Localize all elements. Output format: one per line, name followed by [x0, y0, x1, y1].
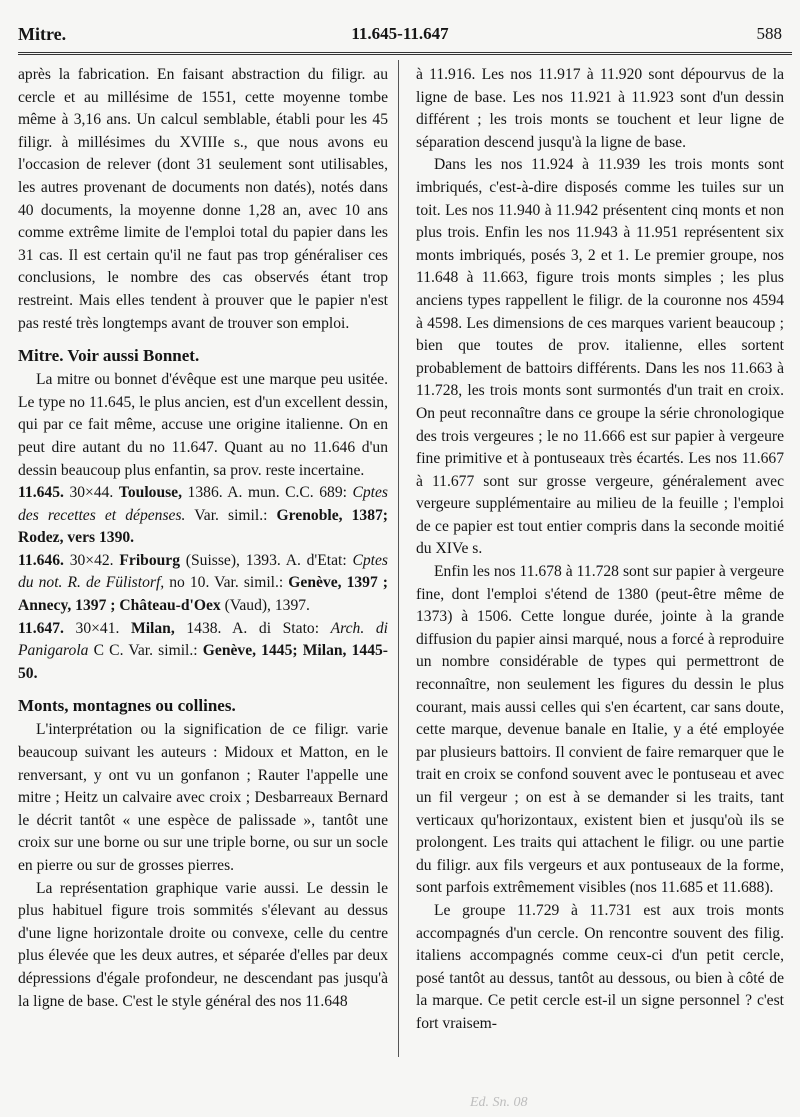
- entry-dimensions: 30×44.: [69, 484, 114, 502]
- page-number: 588: [756, 24, 782, 43]
- entry-title: Cptes du not. R. de Fülistorf,: [18, 551, 389, 592]
- entry-place: Fribourg: [119, 551, 181, 569]
- entry-source: (Suisse), 1393. A. d'Etat:: [185, 551, 347, 569]
- entry-variants: Grenoble, 1387; Rodez, vers 1390.: [18, 506, 388, 547]
- entry-number: 11.645.: [18, 484, 64, 502]
- page-header: [18, 24, 782, 48]
- running-head-left: Mitre.: [18, 24, 67, 44]
- entry-number: 11.647.: [18, 619, 64, 637]
- header-rule: [18, 52, 792, 55]
- column-divider: [398, 60, 399, 1057]
- entry-variants: Genève, 1397 ; Annecy, 1397 ; Château-d'Oex: [18, 574, 389, 615]
- paragraph: Enfin les nos 11.678 à 11.728 sont sur papier à vergeure fine, dont l'emploi s'étend de 1380 (peut-être même de 1373) à 1506. Cette longue durée, jointe à la grande diffusion du papier ainsi marqué, nous a forcé à reproduire un nombre considérable de types qui permettront de reconnaître, non seulement les figures du dessin le plus courant, mais aussi celles qui s'en écartent, car sans doute, cette marque, devenue banale en Italie, y a été employée par plusieurs battoirs. Il convient de faire remarquer que le trait en croix se confond souvent avec le pontuseau et avec un fil vergeur ; on est à se demander si les traits, tant verticaux qu'horizontaux, existent bien et jusqu'où ils se prolongent. Les traits qui attachent le filigr. ou une partie du filigr. aux fils vergeurs et aux pontuseaux de la forme, sont parfois extrêmement visibles (nos 11.685 et 11.688).: [416, 563, 784, 897]
- entry-title: Cptes des recettes et dépenses.: [18, 484, 389, 524]
- paragraph: Le groupe 11.729 à 11.731 est aux trois monts accompagnés d'un cercle. On rencontre souvent des filig. italiens accompagnés comme ceux-ci d'un petit cercle, posé tantôt au dessus, tantôt au dessous, ou bien à côté de la marque. Ce petit cercle est-il un signe personnel ? c'est fort vraisem-: [416, 901, 784, 1032]
- entry-dimensions: 30×42.: [69, 551, 114, 569]
- paragraph: à 11.916. Les nos 11.917 à 11.920 sont dépourvus de la ligne de base. Les nos 11.921 à 11.923 sont d'un dessin différent ; les trois monts se touchent et leur ligne de séparation descend jusqu'à la ligne de base.: [416, 66, 784, 151]
- handwritten-mark: Ed. Sn. 08: [470, 1095, 528, 1110]
- entry-variants-tail: (Vaud), 1397.: [224, 597, 310, 615]
- entry-number: 11.646.: [18, 551, 64, 569]
- catalog-entry-11646: [18, 550, 388, 618]
- paragraph: La représentation graphique varie aussi. Le dessin le plus habituel figure trois sommités s'élevant au dessus d'une ligne horizontale droite ou convexe, celle du centre plus élevée que les deux autres, et séparée d'elles par deux dépressions d'égale profondeur, ne descendant pas jusqu'à la ligne de base. C'est le style général des nos 11.648: [18, 879, 388, 1010]
- entry-variants-label: C C. Var. simil.:: [93, 642, 198, 660]
- left-column: [18, 64, 388, 1013]
- catalog-entry-11647: [18, 618, 388, 686]
- entry-place: Toulouse,: [118, 484, 183, 502]
- entry-place: Milan,: [131, 619, 175, 637]
- entry-dimensions: 30×41.: [75, 619, 120, 637]
- entry-source: 1438. A. di Stato:: [186, 619, 320, 637]
- running-head-center: 11.645-11.647: [351, 24, 449, 43]
- entry-variants-label: Var. simil.:: [194, 506, 268, 524]
- section-heading-mitre: Mitre. Voir aussi Bonnet.: [18, 346, 200, 366]
- section-heading-monts: Monts, montagnes ou collines.: [18, 696, 236, 716]
- paragraph: après la fabrication. En faisant abstraction du filigr. au cercle et au millésime de 1551, cette moyenne tombe même à 3,16 ans. Un calcul semblable, établi pour les 45 filigr. à millésimes du XVIIIe s., que nous avons eu l'occasion de relever (dont 31 seulement sont utilisables, les autres provenant de documents non datés), notés dans 40 documents, la moyenne donne 1,28 an, avec 10 ans comme extrême limite de l'emploi total du papier dans les 31 cas. Il est certain qu'il ne faut pas trop généraliser ces conclusions, le nombre des cas observés étant trop restreint. Mais elles tendent à prouver que le papier n'est pas resté très longtemps avant de trouver son emploi.: [18, 66, 388, 332]
- paragraph: Dans les nos 11.924 à 11.939 les trois monts sont imbriqués, c'est-à-dire disposés comme les tuiles sur un toit. Les nos 11.940 à 11.942 présentent cinq monts et non plus trois. Enfin les nos 11.943 à 11.951 représentent six monts imbriqués, posés 3, 2 et 1. Le premier groupe, nos 11.648 à 11.663, figure trois monts simples ; les plus anciens types rappellent le filigr. de la couronne nos 4594 à 4598. Les dimensions de ces marques varient beaucoup ; bien que toutes de prov. italienne, elles sortent probablement de battoirs différents. Dans les nos 11.663 à 11.728, les trois monts sont surmontés d'un trait en croix. On peut reconnaître dans ce groupe la série chronologique des trois vergeures ; le no 11.666 est sur papier à vergeure fine primitive et à pontuseaux très écartés. Les nos 11.667 à 11.677 sont sur grosse vergeure, généralement avec vergeure supplémentaire au milieu de la feuille ; l'emploi de ce papier est tout entier compris dans la seconde moitié du XIVe s.: [416, 156, 784, 558]
- entry-variants-label: no 10. Var. simil.:: [169, 574, 284, 592]
- right-column: [416, 64, 784, 1036]
- entry-source: 1386. A. mun. C.C. 689:: [187, 484, 347, 502]
- entry-title: Arch. di Panigarola: [18, 619, 388, 660]
- paragraph: L'interprétation ou la signification de ce filigr. varie beaucoup suivant les auteurs : Midoux et Matton, en le renversant, y ont vu un gonfanon ; Rauter l'appelle une mitre ; Heitz un calvaire avec croix ; Desbarreaux Bernard le décrit tantôt « une espèce de palissade », tantôt une croix sur une borne ou sur une triple borne, ou sur un socle en pierre ou sur de grosses pierres.: [18, 721, 388, 874]
- catalog-entry-11645: [18, 482, 388, 550]
- entry-variants: Genève, 1445; Milan, 1445-50.: [18, 642, 388, 682]
- paragraph: La mitre ou bonnet d'évêque est une marque peu usitée. Le type no 11.645, le plus ancien, est d'un excellent dessin, qui par ce fait même, accuse une origine italienne. On en peut dire autant du no 11.647. Quant au no 11.646 d'un dessin beaucoup plus enfantin, sa prov. reste incertaine.: [18, 371, 388, 479]
